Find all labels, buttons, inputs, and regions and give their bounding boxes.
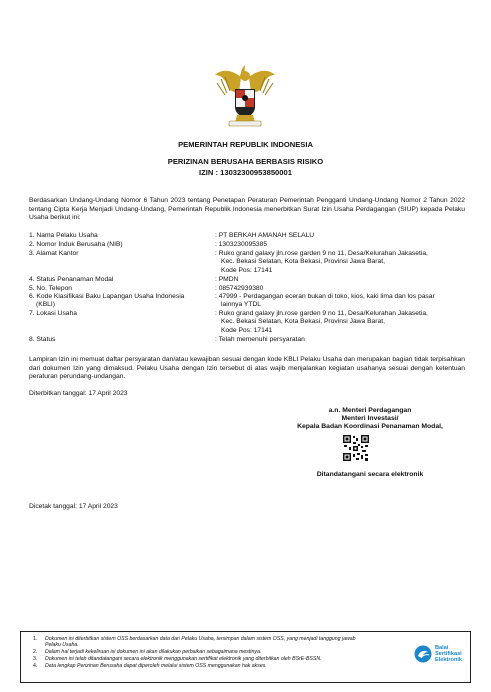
footnote-number: 1.: [33, 636, 38, 642]
government-heading: PEMERINTAH REPUBLIK INDONESIA: [178, 140, 313, 149]
footnote-text: Dalam hal terjadi kekeliruan isi dokumen ini akan dilakukan perbaikan sebagaimana mestinya.: [45, 649, 262, 655]
field-label: 3. Alamat Kantor: [29, 250, 79, 257]
footnote-text-cont: Pelaku Usaha.: [45, 642, 79, 649]
field-label: 2. Nomor Induk Berusaha (NIB): [29, 241, 123, 248]
footnote-item: [33, 656, 403, 662]
field-value: : Telah memenuhi persyaratan: [215, 336, 305, 343]
field-label: 5. No. Telepon: [29, 285, 73, 292]
field-label-cont: (KBLI): [36, 301, 55, 309]
footnote-text: Dokumen ini diterbitkan sistem OSS berdasarkan data dari Pelaku Usaha, tersimpan dalam sistem OSS, yang menjadi tanggung jawab: [45, 636, 356, 642]
signatory-line-1: a.n. Menteri Perdagangan: [328, 407, 412, 414]
document-title: PERIZINAN BERUSAHA BERBASIS RISIKO: [167, 157, 324, 166]
issued-date: Diterbitkan tanggal: 17 April 2023: [29, 390, 128, 397]
intro-paragraph: Berdasarkan Undang-Undang Nomor 6 Tahun 2023 tentang Penetapan Peraturan Pemerintah Pengganti Undang-Undang Nomor 2 Tahun 2022 tentang Cipta Kerja Menjadi Undang-Undang, Pemerintah Republik Indonesia menerbitkan Surat Izin Usaha Perdagangan (SIUP) kepada Pelaku Usaha berikut ini:: [29, 197, 465, 222]
qr-code-icon: [342, 434, 370, 462]
field-value: : Ruko grand galaxy jln.rose garden 9 no 11, Desa/Kelurahan Jakasetia,: [215, 250, 428, 257]
bsre-text-line: Balai: [435, 645, 449, 651]
field-value-cont: Kec. Bekasi Selatan, Kota Bekasi, Provinsi Jawa Barat,: [221, 318, 385, 326]
bsre-emblem-icon: [414, 645, 432, 663]
field-row: [29, 250, 469, 275]
izin-number: IZIN : 13032300953850001: [199, 168, 292, 177]
field-row: [29, 232, 469, 240]
bsre-text-line: Elektronik: [435, 657, 463, 664]
electronic-signature-note: Ditandatangani secara elektronik: [316, 471, 424, 478]
footnote-text: Data lengkap Perizinan Berusaha dapat diperoleh melalui sistem OSS menggunakan hak akses.: [45, 663, 267, 669]
footnote-number: 4.: [33, 663, 38, 669]
bsre-text-line: Sertifikasi: [435, 651, 462, 658]
field-label: 4. Status Penanaman Modal: [29, 276, 114, 283]
field-label: 7. Lokasi Usaha: [29, 310, 77, 317]
field-value: : 47999 - Perdagangan eceran bukan di toko, kios, kaki lima dan los pasar: [215, 293, 435, 300]
field-row: [29, 293, 469, 310]
signatory-line-2: Menteri Investasi/: [341, 415, 399, 422]
field-label: 1. Nama Pelaku Usaha: [29, 232, 98, 239]
field-value-cont: lainnya YTDL: [221, 301, 262, 309]
printed-date: Dicetak tanggal: 17 April 2023: [29, 503, 118, 510]
field-value: : PT BERKAH AMANAH SELALU: [215, 232, 315, 239]
footnote-item: [33, 636, 403, 649]
field-value: : Ruko grand galaxy jln.rose garden 9 no 11, Desa/Kelurahan Jakasetia,: [215, 310, 428, 317]
footnote-number: 3.: [33, 656, 38, 662]
field-row: [29, 276, 469, 284]
garuda-emblem-icon: [213, 63, 277, 129]
field-value-cont: Kode Pos: 17141: [221, 326, 273, 334]
footnote-number: 2.: [33, 649, 38, 655]
field-label: 6. Kode Klasifikasi Baku Lapangan Usaha Indonesia: [29, 293, 185, 300]
field-label: 8. Status: [29, 336, 56, 343]
field-value: : PMDN: [215, 276, 239, 283]
bsre-logo: [414, 645, 462, 664]
footnote-item: [33, 663, 403, 669]
field-row: [29, 310, 469, 335]
field-value: : 1303230095385: [215, 241, 268, 248]
footnotes-box: [20, 631, 471, 683]
signatory-line-3: Kepala Badan Koordinasi Penanaman Modal,: [297, 423, 443, 430]
closing-paragraph: Lampiran Izin ini memuat daftar persyaratan dan/atau kewajiban sesuai dengan kode KBLI Pelaku Usaha dan merupakan bagian tidak terpisahkan dari dokumen Izin yang dimaksud. Pelaku Usaha dengan Izin tersebut di atas wajib menjalankan kegiatan usahanya sesuai dengan ketentuan peraturan perundang-undangan.: [29, 356, 465, 381]
field-row: [29, 336, 469, 344]
footnote-item: [33, 649, 403, 655]
field-value-cont: Kode Pos: 17141: [221, 266, 273, 274]
field-value-cont: Kec. Bekasi Selatan, Kota Bekasi, Provinsi Jawa Barat,: [221, 258, 385, 266]
field-value: : 085742939380: [215, 285, 264, 292]
field-row: [29, 241, 469, 249]
footnote-text: Dokumen ini telah ditandatangani secara elektronik menggunakan sertifikat elektronik yang diterbitkan oleh BSrE-BSSN.: [45, 656, 322, 662]
